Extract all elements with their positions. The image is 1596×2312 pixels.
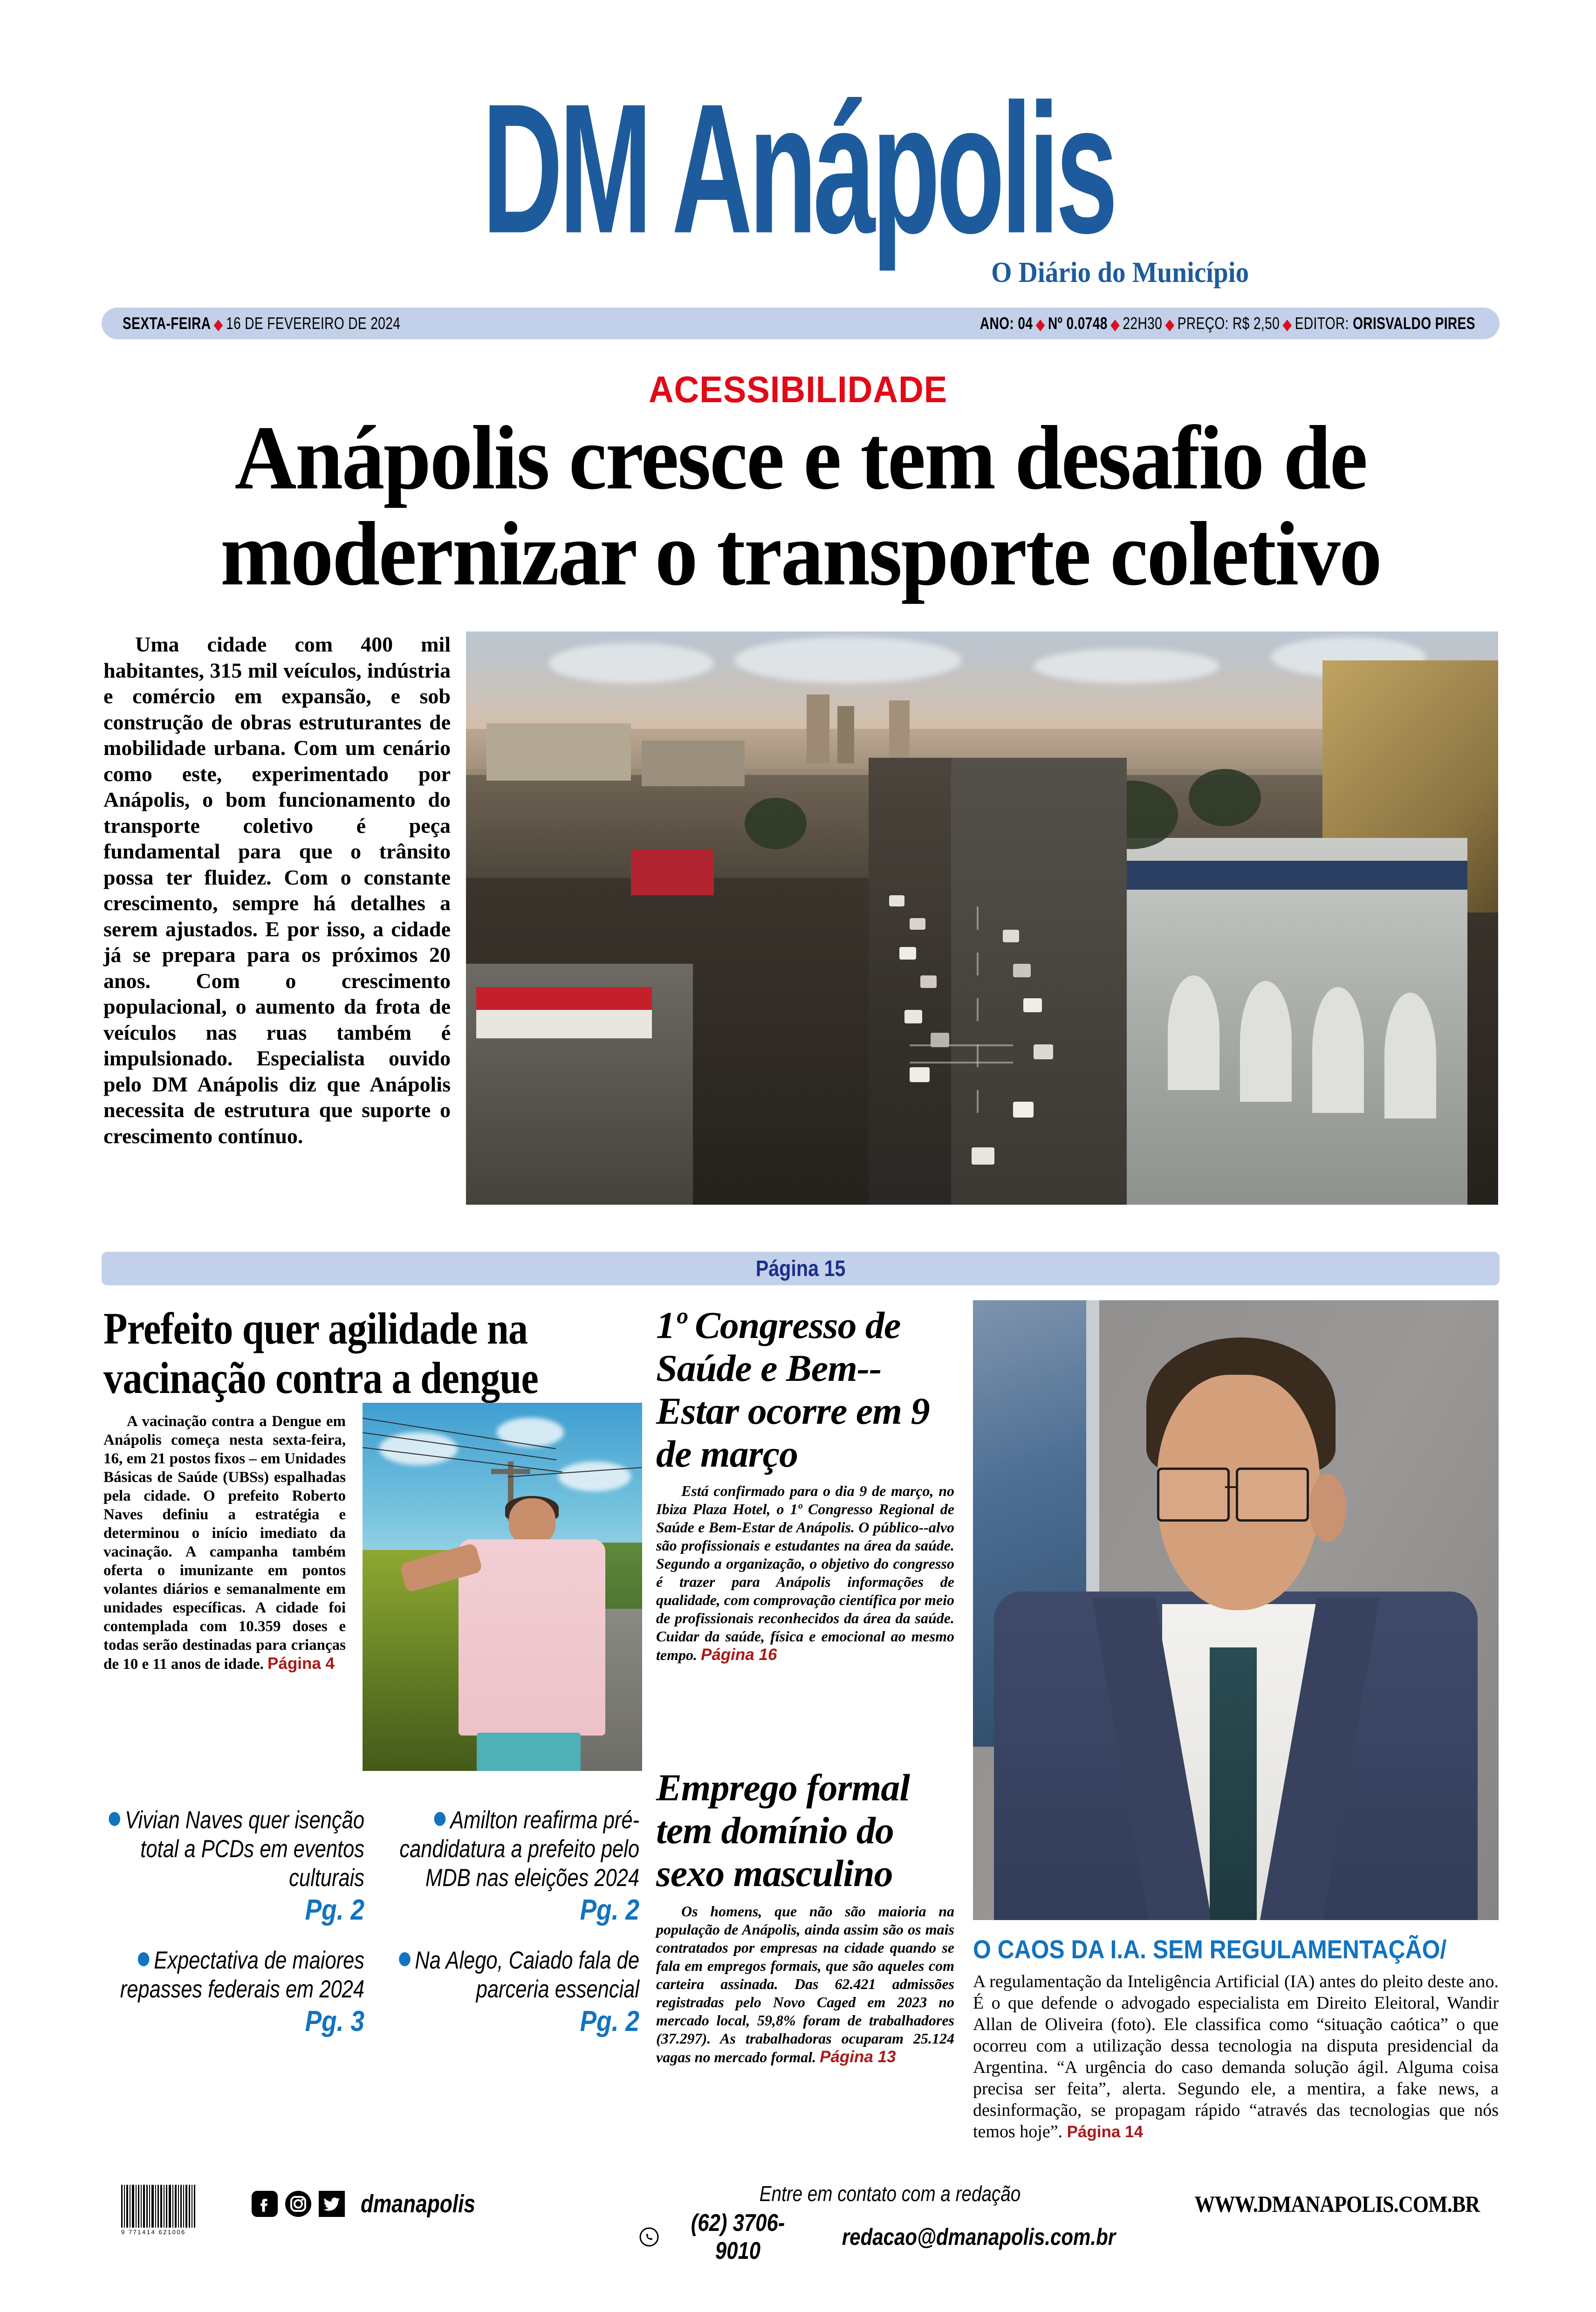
ia-page-reference[interactable]: Página 14	[1067, 2123, 1143, 2141]
newspaper-tagline: O Diário do Município	[991, 257, 1249, 288]
ia-portrait-photo	[973, 1300, 1499, 1920]
teaser-text: Vivian Naves quer isenção total a PCDs em eventos culturais	[125, 1806, 364, 1892]
social-handle[interactable]: dmanapolis	[361, 2190, 476, 2218]
lead-body-text: Uma cidade com 400 mil habitantes, 315 mil veículos, indústria e comércio em expansão, e sob construção de obras estruturantes de mobilidade urbana. Com um cenário como este, experimentado por Anápolis, o bom funcionamento do transporte coletivo é peça fundamental para que o trânsito possa ter fluidez. Com o constante crescimento, sempre há detalhes a serem ajustados. E por isso, a cidade já se prepara para os próximos 20 anos. Com o crescimento populacional, o aumento da frota de veículos nas ruas também é impulsionado. Especialista ouvido pelo DM Anápolis diz que Anápolis necessita de estrutura que suporte o crescimento contínuo.	[103, 632, 451, 1148]
issue-info-bar	[102, 308, 1500, 339]
diamond-separator-icon: ◆	[1035, 316, 1045, 333]
dengue-body-text	[103, 1412, 346, 1674]
teaser-text-wrapper	[103, 1806, 364, 1893]
facebook-icon[interactable]	[252, 2191, 278, 2217]
page-footer	[0, 2181, 1596, 2274]
congresso-page-reference[interactable]: Página 16	[700, 1646, 777, 1664]
whatsapp-icon[interactable]	[638, 2226, 660, 2248]
contact-details	[638, 2209, 1142, 2265]
teaser-item[interactable]	[378, 1946, 639, 2038]
congresso-headline[interactable]: 1º Congresso de Saúde e Bem--Estar ocorre em 9 de março	[656, 1304, 930, 1475]
teaser-item[interactable]	[103, 1806, 364, 1927]
lead-kicker: ACESSIBILIDADE	[648, 369, 948, 410]
emprego-headline[interactable]: Emprego formal tem domínio do sexo masculino	[656, 1766, 910, 1894]
bullet-dot-icon	[138, 1952, 150, 1966]
congresso-body-paragraph: Está confirmado para o dia 9 de março, no Ibiza Plaza Hotel, o 1º Congresso Regional de Saúde e Bem-Estar de Anápolis. O público--alvo são profissionais e estudantes na área da saúde. Segundo a organização, o objetivo do congresso é trazer para Anápolis informações de qualidade, com comprovação científica por meio de profissionais reconhecidos da área da saúde. Cuidar da saúde, física e emocional ao mesmo tempo.	[656, 1482, 954, 1663]
lead-headline[interactable]: Anápolis cresce e tem desafio de modernizar o transporte coletivo	[220, 407, 1381, 604]
teaser-page-reference[interactable]: Pg. 2	[305, 1894, 364, 1926]
emprego-body-paragraph: Os homens, que não são maioria na população de Anápolis, ainda assim são os mais contratados por empresas na cidade quando se fala em empregos formais, que são aqueles com carteira assinada. Das 62.421 admissões registradas pelo Novo Caged em 2023 no mercado local, 59,8% foram de trabalhadores (37.297). As trabalhadoras ocuparam 25.124 vagas no mercado formal.	[656, 1903, 954, 2065]
dengue-photo-man-pointing	[363, 1403, 642, 1771]
teaser-text: Expectativa de maiores repasses federais em 2024	[120, 1947, 364, 2003]
teaser-text-wrapper	[378, 1806, 639, 1893]
issue-price: PREÇO: R$ 2,50	[1177, 314, 1280, 333]
editor-name: ORISVALDO PIRES	[1353, 314, 1475, 333]
issue-date: 16 DE FEVEREIRO DE 2024	[226, 314, 401, 333]
weekday-label: SEXTA-FEIRA	[123, 314, 211, 333]
lead-page-reference: Página 15	[755, 1256, 846, 1281]
barcode-number: 9 771414 621006	[121, 2229, 186, 2236]
lead-photo-aerial-city	[466, 631, 1498, 1205]
ia-body-paragraph: A regulamentação da Inteligência Artificial (IA) antes do pleito deste ano. É o que defende o advogado especialista em Direito Eleitoral, Wandir Allan de Oliveira (foto). Ele classifica como “situação caótica” o que ocorreu com a utilização dessa tecnologia na disputa presidencial da Argentina. “A urgência do caso demanda solução ágil. Alguma coisa precisa ser feita”, alerta. Segundo ele, a mentira, a fake news, a desinformação, se propagam rápido “através das tecnologias que nós temos hoje”.	[973, 1972, 1499, 2141]
dengue-page-reference[interactable]: Página 4	[267, 1654, 335, 1673]
newspaper-logo: DM Anápolis	[482, 65, 1114, 272]
year-label: ANO: 04	[980, 314, 1033, 333]
teaser-text: Na Alego, Caiado fala de parceria essencial	[415, 1947, 639, 2003]
dengue-article	[103, 1304, 644, 1673]
congresso-article	[656, 1304, 954, 1664]
bullet-dot-icon	[109, 1812, 121, 1826]
diamond-separator-icon: ◆	[1165, 316, 1175, 333]
teaser-item[interactable]	[103, 1946, 364, 2038]
teaser-item[interactable]	[378, 1806, 639, 1927]
diamond-separator-icon: ◆	[1110, 316, 1120, 333]
barcode	[121, 2185, 196, 2236]
social-links-group	[252, 2189, 500, 2218]
lead-page-reference-bar[interactable]	[102, 1252, 1500, 1285]
issue-number: Nº 0.0748	[1048, 314, 1108, 333]
masthead	[0, 65, 1596, 289]
teaser-row	[103, 1806, 644, 1946]
issue-meta-group	[980, 314, 1475, 333]
congresso-body-text	[656, 1482, 954, 1664]
emprego-page-reference[interactable]: Página 13	[820, 2048, 896, 2066]
instagram-icon[interactable]	[285, 2191, 311, 2217]
bullet-dot-icon	[434, 1812, 446, 1826]
editor-label: EDITOR:	[1295, 314, 1349, 333]
ia-article	[973, 1934, 1499, 2143]
diamond-separator-icon: ◆	[1282, 316, 1292, 333]
bullet-dot-icon	[399, 1952, 411, 1966]
teaser-text: Amilton reafirma pré-candidatura a prefeito pelo MDB nas eleições 2024	[399, 1806, 639, 1892]
website-url[interactable]: WWW.DMANAPOLIS.COM.BR	[1194, 2191, 1480, 2217]
issue-date-group	[123, 314, 400, 333]
diamond-separator-icon: ◆	[213, 316, 223, 333]
ia-body-text	[973, 1971, 1499, 2143]
contact-phone[interactable]: (62) 3706-9010	[691, 2209, 785, 2264]
contact-block	[638, 2181, 1142, 2265]
teaser-text-wrapper	[378, 1946, 639, 2004]
teaser-page-reference[interactable]: Pg. 2	[580, 1894, 639, 1926]
dengue-headline[interactable]: Prefeito quer agilidade na vacinação contra a dengue	[103, 1304, 539, 1403]
teaser-bullet-list	[103, 1806, 644, 2058]
teaser-text-wrapper	[103, 1946, 364, 2004]
emprego-body-text	[656, 1902, 954, 2066]
logo-wrapper	[0, 65, 1596, 272]
teaser-page-reference[interactable]: Pg. 3	[305, 2005, 364, 2038]
teaser-page-reference[interactable]: Pg. 2	[580, 2005, 639, 2038]
contact-heading: Entre em contato com a redação	[759, 2182, 1021, 2206]
dengue-body-paragraph: A vacinação contra a Dengue em Anápolis começa nesta sexta-feira, 16, em 21 postos fixos – em Unidades Básicas de Saúde (UBSs) espalhadas pela cidade. O prefeito Roberto Naves definiu a estratégia e determinou o início imediato da vacinação. A campanha também oferta o imunizante em pontos volantes diários e semanalmente em unidades específicas. A cidade foi contemplada com 10.359 doses e todas serão destinadas para crianças de 10 e 11 anos de idade.	[103, 1413, 346, 1673]
issue-time: 22H30	[1123, 314, 1163, 333]
contact-email[interactable]: redacao@dmanapolis.com.br	[842, 2224, 1116, 2250]
twitter-icon[interactable]	[319, 2191, 345, 2217]
emprego-article	[656, 1766, 954, 2066]
ia-article-title[interactable]: O CAOS DA I.A. SEM REGULAMENTAÇÃO/	[973, 1935, 1447, 1964]
teaser-row	[103, 1946, 644, 2058]
